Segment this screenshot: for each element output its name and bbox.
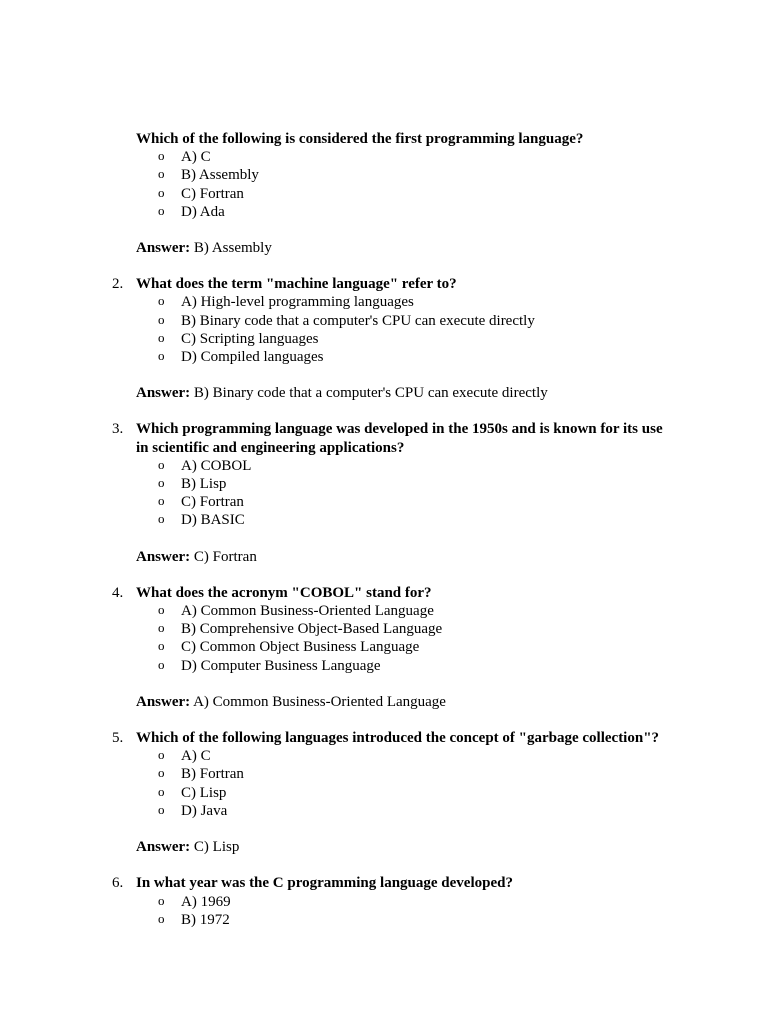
- answer-label: Answer:: [136, 693, 191, 710]
- option-item: [0, 312, 768, 330]
- question-text: In what year was the C programming language developed?: [136, 875, 513, 892]
- bullet-icon: o: [158, 783, 165, 799]
- bullet-icon: o: [158, 311, 165, 327]
- bullet-icon: o: [158, 892, 165, 908]
- option-list: [0, 747, 768, 820]
- option-item: [0, 475, 768, 493]
- bullet-icon: o: [158, 475, 165, 491]
- answer-label: Answer:: [136, 240, 191, 257]
- option-item: [0, 330, 768, 348]
- question-number: 3.: [112, 421, 124, 438]
- option-list: [0, 457, 768, 530]
- answer-text: B) Binary code that a computer's CPU can execute directly: [193, 385, 548, 402]
- option-text: A) High-level programming languages: [181, 294, 414, 311]
- answer-text: B) Assembly: [193, 240, 272, 257]
- option-text: D) Java: [181, 802, 228, 819]
- question-number: 6.: [112, 875, 124, 892]
- option-text: C) Common Object Business Language: [181, 639, 420, 656]
- option-text: A) 1969: [181, 893, 231, 910]
- option-text: B) Assembly: [181, 167, 259, 184]
- answer-text: C) Lisp: [193, 839, 240, 856]
- option-text: D) Ada: [181, 203, 225, 220]
- option-item: [0, 802, 768, 820]
- question-line: [0, 729, 768, 747]
- option-item: [0, 185, 768, 203]
- bullet-icon: o: [158, 656, 165, 672]
- question-number: 5.: [112, 730, 124, 747]
- answer-text: A) Common Business-Oriented Language: [193, 693, 446, 710]
- bullet-icon: o: [158, 202, 165, 218]
- option-text: B) Comprehensive Object-Based Language: [181, 621, 443, 638]
- option-item: [0, 493, 768, 511]
- option-item: [0, 657, 768, 675]
- bullet-icon: o: [158, 348, 165, 364]
- bullet-icon: o: [158, 602, 165, 618]
- option-item: [0, 511, 768, 529]
- bullet-icon: o: [158, 511, 165, 527]
- option-text: D) BASIC: [181, 512, 245, 529]
- option-text: B) 1972: [181, 911, 230, 928]
- option-text: A) COBOL: [181, 457, 252, 474]
- option-text: C) Fortran: [181, 494, 244, 511]
- question-item: [0, 874, 768, 929]
- question-line: [0, 420, 768, 456]
- question-text: What does the acronym "COBOL" stand for?: [136, 584, 432, 601]
- answer-line: [0, 384, 768, 402]
- option-text: A) Common Business-Oriented Language: [181, 603, 434, 620]
- question-text: What does the term "machine language" refer to?: [136, 276, 457, 293]
- option-text: A) C: [181, 149, 211, 166]
- bullet-icon: o: [158, 456, 165, 472]
- option-item: [0, 602, 768, 620]
- answer-line: [0, 239, 768, 257]
- bullet-icon: o: [158, 638, 165, 654]
- option-text: B) Binary code that a computer's CPU can execute directly: [181, 312, 535, 329]
- question-item: [0, 130, 768, 257]
- bullet-icon: o: [158, 148, 165, 164]
- answer-label: Answer:: [136, 385, 191, 402]
- bullet-icon: o: [158, 329, 165, 345]
- bullet-icon: o: [158, 910, 165, 926]
- question-item: [0, 420, 768, 565]
- answer-line: [0, 693, 768, 711]
- bullet-icon: o: [158, 801, 165, 817]
- option-item: [0, 148, 768, 166]
- option-text: C) Scripting languages: [181, 330, 319, 347]
- question-text: Which programming language was developed in the 1950s and is known for its use in scientific and engineering applications?: [136, 421, 663, 456]
- option-item: [0, 638, 768, 656]
- option-item: [0, 348, 768, 366]
- question-list: [0, 130, 768, 947]
- question-line: [0, 130, 768, 148]
- bullet-icon: o: [158, 293, 165, 309]
- option-item: [0, 620, 768, 638]
- question-item: [0, 729, 768, 856]
- option-text: D) Computer Business Language: [181, 657, 381, 674]
- option-text: D) Compiled languages: [181, 349, 324, 366]
- question-text: Which of the following languages introduced the concept of "garbage collection"?: [136, 730, 660, 747]
- answer-label: Answer:: [136, 548, 191, 565]
- option-list: [0, 293, 768, 366]
- option-item: [0, 784, 768, 802]
- question-line: [0, 275, 768, 293]
- option-item: [0, 166, 768, 184]
- question-line: [0, 584, 768, 602]
- question-number: 2.: [112, 276, 124, 293]
- option-list: [0, 148, 768, 221]
- option-list: [0, 602, 768, 675]
- bullet-icon: o: [158, 184, 165, 200]
- question-line: [0, 874, 768, 892]
- option-text: B) Fortran: [181, 766, 244, 783]
- option-item: [0, 747, 768, 765]
- option-item: [0, 293, 768, 311]
- option-text: B) Lisp: [181, 476, 227, 493]
- question-item: [0, 584, 768, 711]
- bullet-icon: o: [158, 493, 165, 509]
- question-text: Which of the following is considered the first programming language?: [136, 131, 584, 147]
- option-text: C) Lisp: [181, 784, 227, 801]
- option-text: A) C: [181, 748, 211, 765]
- answer-label: Answer:: [136, 839, 191, 856]
- option-item: [0, 765, 768, 783]
- bullet-icon: o: [158, 747, 165, 763]
- bullet-icon: o: [158, 166, 165, 182]
- option-list: [0, 893, 768, 929]
- option-item: [0, 457, 768, 475]
- bullet-icon: o: [158, 620, 165, 636]
- answer-text: C) Fortran: [193, 548, 257, 565]
- bullet-icon: o: [158, 765, 165, 781]
- question-number: 4.: [112, 584, 124, 601]
- question-item: [0, 275, 768, 402]
- answer-line: [0, 548, 768, 566]
- option-item: [0, 911, 768, 929]
- option-item: [0, 893, 768, 911]
- option-text: C) Fortran: [181, 185, 244, 202]
- answer-line: [0, 838, 768, 856]
- option-item: [0, 203, 768, 221]
